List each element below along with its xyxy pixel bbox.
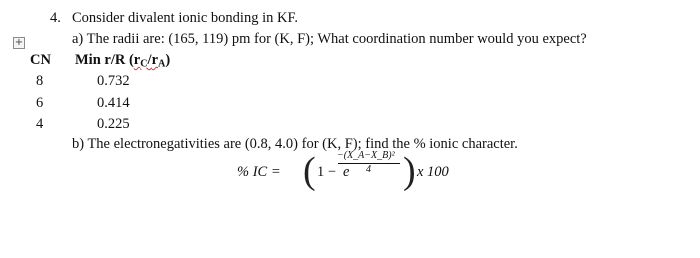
formula-right-paren: ) [403,150,416,192]
ratio-rc: r [133,52,141,68]
part-b-text: b) The electronegativities are (0.8, 4.0) for (K, F); find the % ionic character. [72,136,518,152]
table-header-ratio-suffix: ) [165,52,171,68]
ionic-character-formula [237,150,467,194]
formula-left-paren: ( [303,150,316,192]
table-header-ratio-prefix: Min r/R ( [75,52,134,68]
ratio-slash: / [147,52,152,68]
formula-exponent-denominator: 4 [366,164,371,175]
table-row-3-ratio: 0.225 [97,116,130,132]
table-header-cn: CN [30,52,51,68]
table-move-handle-icon[interactable]: + [14,37,24,48]
ratio-ra: r [151,52,159,68]
table-row-3-cn: 4 [36,116,44,132]
table-row-1-cn: 8 [36,73,44,89]
formula-multiplier: x 100 [417,164,449,180]
formula-lhs: % IC = [237,164,281,180]
part-a-text: a) The radii are: (165, 119) pm for (K, F); What coordination number would you expect? [72,31,587,47]
formula-exponent-numerator: −(X_A−X_B)² [337,150,395,161]
formula-one-minus: 1 − [317,164,337,180]
table-row-2-ratio: 0.414 [97,95,130,111]
question-number: 4. [50,10,61,26]
question-title: Consider divalent ionic bonding in KF. [72,10,298,26]
ratio-rc-sub: C [140,58,148,70]
table-row-1-ratio: 0.732 [97,73,130,89]
table-row-2-cn: 6 [36,95,44,111]
table-header-ratio [75,52,170,70]
formula-base-e: e [343,164,350,180]
table-header-ratio-expression [134,52,166,68]
ratio-ra-sub: A [158,58,166,70]
